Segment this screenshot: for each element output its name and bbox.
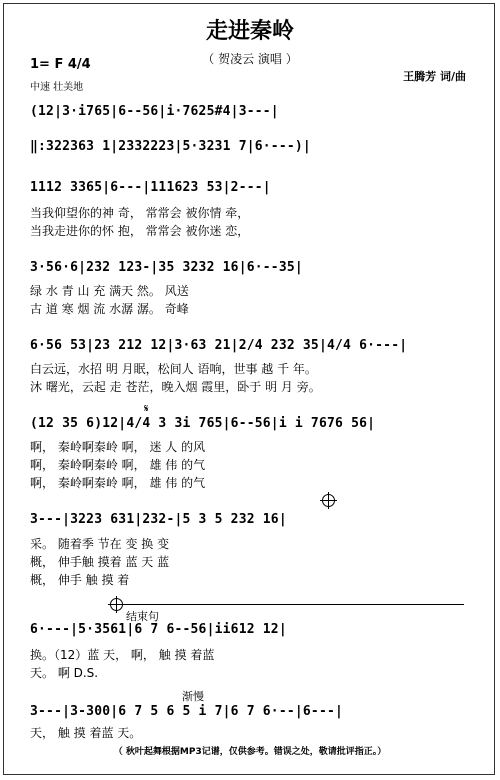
notation-line-2: ‖:322363 1|2332223|5·3231 7|6·---)|	[30, 139, 311, 154]
notation-line-7: 3---|3223 631|232-|5 3 5 232 16|	[30, 512, 287, 527]
song-title: 走进秦岭	[205, 19, 294, 44]
transcriber-note: （ 秋叶起舞根据MP3记谱，仅供参考。错误之处，敬请批评指正。）	[113, 747, 387, 757]
lyric-line: 天。 啊 D.S.	[30, 666, 99, 680]
ending-bracket	[124, 604, 464, 605]
ending-label: 结束句	[126, 610, 159, 623]
singer-credit: （ 贺凌云 演唱 ）	[202, 52, 298, 66]
notation-line-5: 6·56 53|23 212 12|3·63 21|2/4 232 35|4/4 6·---|	[30, 338, 408, 353]
notation-line-4: 3·56·6|232 123-|35 3232 16|6·--35|	[30, 260, 303, 275]
notation-line-1: (12|3·i765|6--56|i·7625#4|3---|	[30, 104, 279, 119]
lyric-line: 白云远，水招 明 月眠，松间人 语响，世事 越 千 年。	[30, 362, 317, 376]
lyric-line: 当我仰望你的神 奇， 常常会 被你情 牵，	[30, 206, 250, 220]
lyric-line: 啊， 秦岭啊秦岭 啊， 雄 伟 的气	[30, 458, 206, 472]
notation-line-3: 1112 3365|6---|111623 53|2---|	[30, 180, 271, 195]
lyric-line: 古 道 寒 烟 流 水潺 潺。 奇峰	[30, 302, 189, 316]
segno-mark: 𝄋	[144, 402, 149, 415]
key-signature: 1= F 4/4	[30, 57, 91, 72]
lyric-line: 沐 曙光，云起 走 苍茫，晚入烟 霞里，卧于 明 月 旁。	[30, 380, 321, 394]
coda-mark	[110, 598, 123, 611]
composer-credit: 王腾芳 词/曲	[403, 70, 466, 83]
notation-line-8: 6·---|5·3561|6 7 6--56|ii612 12|	[30, 622, 287, 637]
lyric-line: 绿 水 青 山 充 满天 然。 风送	[30, 284, 189, 298]
notation-line-6: (12 35 6)12|4/4 3 3i 765|6--56|i i 7676 56|	[30, 416, 376, 431]
lyric-line: 天， 触 摸 着蓝 天。	[30, 726, 142, 740]
ritardando-mark: 渐慢	[182, 690, 204, 703]
notation-line-9: 3---|3-300|6 7 5 6 5 i 7|6 7 6·--|6---|	[30, 704, 344, 719]
lyric-line: 换。（12）蓝 天， 啊， 触 摸 着蓝	[30, 648, 215, 662]
tempo-marking: 中速 壮美地	[30, 82, 84, 93]
lyric-line: 概， 伸手触 摸着 蓝 天 蓝	[30, 555, 170, 569]
lyric-line: 当我走进你的怀 抱， 常常会 被你迷 恋，	[30, 224, 250, 238]
lyric-line: 啊， 秦岭啊秦岭 啊， 雄 伟 的气	[30, 476, 206, 490]
lyric-line: 概， 伸手 触 摸 着	[30, 573, 130, 587]
lyric-line: 采。 随着季 节在 变 换 变	[30, 537, 170, 551]
lyric-line: 啊， 秦岭啊秦岭 啊， 迷 人 的风	[30, 440, 206, 454]
coda-mark	[322, 494, 335, 507]
